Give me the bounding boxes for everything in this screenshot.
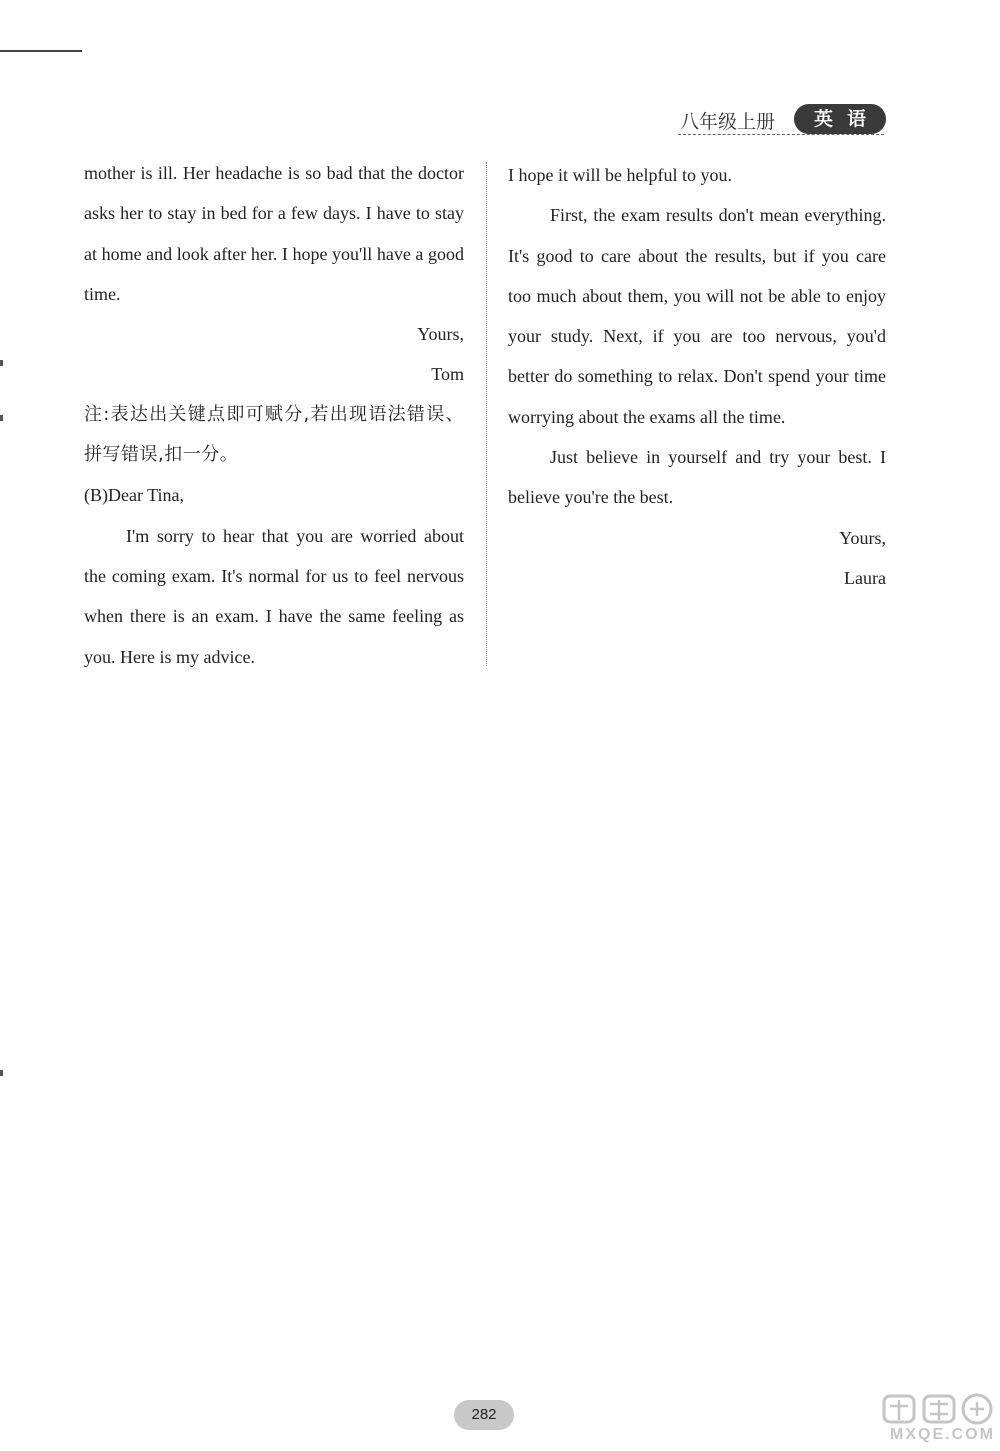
scoring-note: 注:表达出关键点即可赋分,若出现语法错误、拼写错误,扣一分。 xyxy=(84,403,464,466)
page-number: 282 xyxy=(454,1400,514,1430)
watermark xyxy=(880,1392,998,1448)
header-dash-line xyxy=(678,134,884,135)
letter-b-closing: Yours, xyxy=(839,527,886,548)
letter-b-paragraph-advice: First, the exam results don't mean everything. It's good to care about the results, but if you care too much about them, you will not be able to enjoy your study. Next, if you are too nervous, you'd better do something to relax. Don't spend your time worrying about the exams all the time. xyxy=(508,205,886,427)
letter-b-salutation: (B)Dear Tina, xyxy=(84,485,184,506)
letter-a-paragraph: mother is ill. Her headache is so bad that the doctor asks her to stay in bed for a few days. I have to stay at home and look after her. I hope you'll have a good time. xyxy=(84,163,464,304)
subject-badge: 英语 xyxy=(794,104,886,134)
letter-b-paragraph: I'm sorry to hear that you are worried about the coming exam. It's normal for us to feel nervous when there is an exam. I have the same feeling as you. Here is my advice. xyxy=(84,525,464,667)
scan-mark xyxy=(0,360,3,366)
watermark-text: MXQE.COM xyxy=(890,1426,995,1443)
letter-b-paragraph-final: Just believe in yourself and try your best. I believe you're the best. xyxy=(508,447,886,508)
letter-a-signature: Tom xyxy=(431,364,464,385)
letter-a-closing: Yours, xyxy=(417,324,464,345)
scan-mark xyxy=(0,1070,3,1076)
watermark-logo xyxy=(880,1392,998,1426)
left-column xyxy=(84,153,464,677)
scan-mark xyxy=(0,415,3,421)
page-header xyxy=(676,104,890,138)
column-divider xyxy=(486,162,487,666)
letter-b-continuation: I hope it will be helpful to you. xyxy=(508,165,732,185)
right-column xyxy=(508,155,886,598)
grade-label: 八年级上册 xyxy=(680,111,776,133)
letter-b-signature: Laura xyxy=(844,567,886,588)
top-rule xyxy=(0,50,82,52)
